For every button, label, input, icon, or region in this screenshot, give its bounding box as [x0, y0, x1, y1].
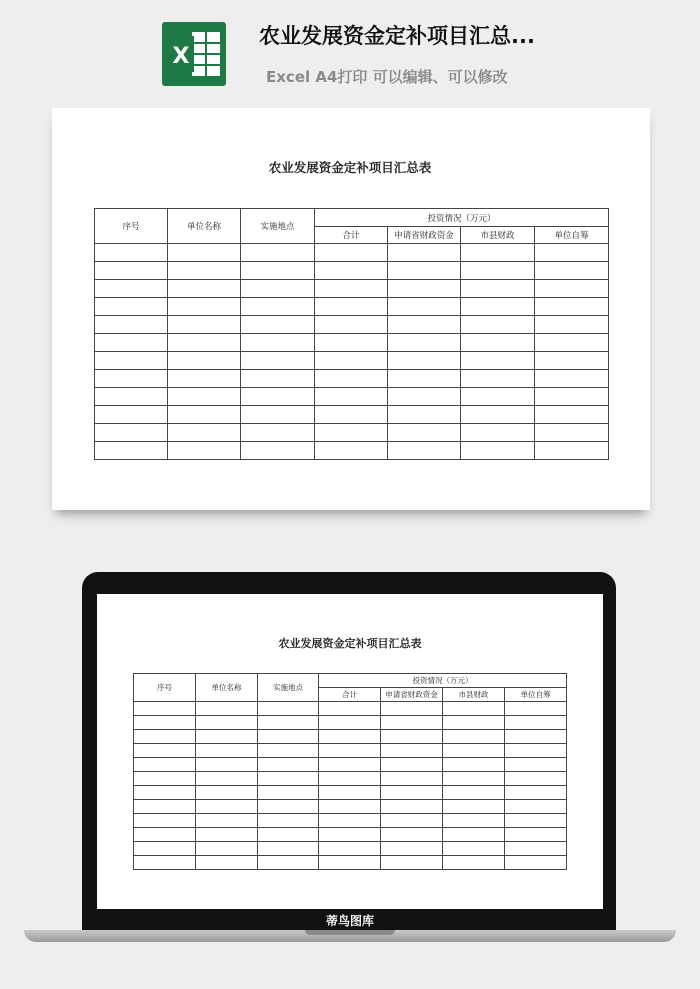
table-cell	[95, 388, 168, 406]
table-cell	[319, 800, 381, 814]
table-cell	[315, 334, 388, 352]
table-cell	[535, 262, 609, 280]
header-location: 实施地点	[241, 209, 315, 244]
header-self-funded: 单位自筹	[535, 227, 609, 244]
table-cell	[505, 744, 567, 758]
header-seq: 序号	[95, 209, 168, 244]
table-cell	[381, 842, 443, 856]
header-city-county-fund: 市县财政	[461, 227, 535, 244]
table-cell	[319, 716, 381, 730]
table-cell	[505, 702, 567, 716]
header-unit-name: 单位名称	[196, 674, 258, 702]
table-cell	[505, 814, 567, 828]
header-total: 合计	[319, 688, 381, 702]
table-cell	[388, 424, 461, 442]
table-cell	[134, 856, 196, 870]
table-cell	[505, 772, 567, 786]
table-cell	[315, 370, 388, 388]
table-cell	[505, 730, 567, 744]
table-row	[134, 772, 567, 786]
table-cell	[196, 842, 258, 856]
table-cell	[535, 370, 609, 388]
table-cell	[134, 842, 196, 856]
table-cell	[168, 424, 241, 442]
table-cell	[168, 316, 241, 334]
table-cell	[381, 772, 443, 786]
table-cell	[241, 388, 315, 406]
table-cell	[381, 758, 443, 772]
table-cell	[381, 702, 443, 716]
table-cell	[535, 316, 609, 334]
header-investment: 投资情况（万元）	[319, 674, 567, 688]
table-cell	[505, 786, 567, 800]
table-cell	[381, 814, 443, 828]
table-cell	[168, 244, 241, 262]
table-row	[95, 262, 609, 280]
header-unit-name: 单位名称	[168, 209, 241, 244]
table-cell	[505, 842, 567, 856]
table-cell	[319, 814, 381, 828]
table-cell	[443, 856, 505, 870]
table-cell	[196, 814, 258, 828]
table-cell	[168, 262, 241, 280]
table-cell	[388, 316, 461, 334]
table-cell	[134, 730, 196, 744]
table-cell	[505, 828, 567, 842]
table-row	[134, 786, 567, 800]
table-cell	[388, 262, 461, 280]
table-cell	[241, 334, 315, 352]
table-cell	[388, 406, 461, 424]
table-cell	[95, 244, 168, 262]
table-cell	[241, 370, 315, 388]
table-cell	[381, 716, 443, 730]
table-cell	[258, 814, 319, 828]
table-cell	[443, 800, 505, 814]
table-cell	[388, 370, 461, 388]
table-cell	[241, 424, 315, 442]
table-cell	[388, 280, 461, 298]
table-cell	[461, 352, 535, 370]
table-cell	[505, 800, 567, 814]
table-cell	[319, 772, 381, 786]
table-cell	[258, 856, 319, 870]
table-cell	[443, 744, 505, 758]
table-row	[95, 280, 609, 298]
table-row	[134, 800, 567, 814]
table-cell	[196, 800, 258, 814]
table-cell	[168, 352, 241, 370]
header-self-funded: 单位自筹	[505, 688, 567, 702]
table-cell	[241, 262, 315, 280]
table-cell	[535, 334, 609, 352]
table-cell	[315, 442, 388, 460]
table-cell	[381, 828, 443, 842]
table-row	[134, 744, 567, 758]
table-cell	[461, 388, 535, 406]
table-cell	[258, 800, 319, 814]
table-cell	[381, 730, 443, 744]
table-cell	[258, 828, 319, 842]
table-cell	[241, 298, 315, 316]
table-row	[134, 716, 567, 730]
table-cell	[241, 406, 315, 424]
table-cell	[388, 388, 461, 406]
table-cell	[461, 280, 535, 298]
table-cell	[535, 298, 609, 316]
table-cell	[196, 828, 258, 842]
table-cell	[319, 828, 381, 842]
table-cell	[168, 370, 241, 388]
table-cell	[95, 262, 168, 280]
table-cell	[134, 758, 196, 772]
table-cell	[241, 280, 315, 298]
table-cell	[461, 262, 535, 280]
table-cell	[535, 244, 609, 262]
table-cell	[196, 772, 258, 786]
table-cell	[134, 772, 196, 786]
table-cell	[258, 744, 319, 758]
table-cell	[388, 298, 461, 316]
table-cell	[505, 856, 567, 870]
table-cell	[443, 716, 505, 730]
table-cell	[168, 442, 241, 460]
table-row	[134, 702, 567, 716]
laptop-notch	[305, 930, 395, 935]
table-cell	[134, 744, 196, 758]
table-cell	[168, 334, 241, 352]
excel-icon	[162, 22, 226, 86]
table-cell	[258, 772, 319, 786]
table-cell	[443, 814, 505, 828]
table-cell	[196, 730, 258, 744]
table-cell	[443, 772, 505, 786]
table-cell	[388, 352, 461, 370]
table-cell	[168, 388, 241, 406]
table-cell	[535, 388, 609, 406]
table-cell	[388, 334, 461, 352]
table-row	[95, 442, 609, 460]
table-cell	[319, 758, 381, 772]
table-cell	[95, 298, 168, 316]
table-cell	[319, 702, 381, 716]
table-cell	[95, 442, 168, 460]
table-cell	[443, 758, 505, 772]
sheet-title: 农业发展资金定补项目汇总表	[268, 160, 432, 175]
table-cell	[134, 716, 196, 730]
table-cell	[461, 316, 535, 334]
summary-table	[94, 208, 609, 460]
table-cell	[461, 424, 535, 442]
table-cell	[315, 316, 388, 334]
table-cell	[134, 814, 196, 828]
table-cell	[505, 716, 567, 730]
table-cell	[258, 842, 319, 856]
table-cell	[461, 244, 535, 262]
table-cell	[241, 352, 315, 370]
table-row	[95, 352, 609, 370]
table-cell	[535, 442, 609, 460]
table-cell	[319, 842, 381, 856]
table-cell	[168, 280, 241, 298]
table-cell	[319, 856, 381, 870]
table-row	[95, 298, 609, 316]
table-cell	[134, 702, 196, 716]
table-cell	[535, 352, 609, 370]
header-total: 合计	[315, 227, 388, 244]
table-cell	[258, 702, 319, 716]
header-investment: 投资情况（万元）	[315, 209, 609, 227]
table-cell	[443, 730, 505, 744]
table-row	[134, 842, 567, 856]
table-cell	[319, 730, 381, 744]
table-cell	[95, 424, 168, 442]
table-cell	[196, 786, 258, 800]
table-cell	[319, 744, 381, 758]
table-cell	[134, 800, 196, 814]
table-cell	[258, 758, 319, 772]
table-row	[134, 758, 567, 772]
table-cell	[196, 856, 258, 870]
header-location: 实施地点	[258, 674, 319, 702]
table-cell	[95, 370, 168, 388]
table-cell	[168, 298, 241, 316]
table-cell	[443, 786, 505, 800]
table-row	[134, 856, 567, 870]
table-cell	[443, 842, 505, 856]
table-cell	[381, 856, 443, 870]
table-cell	[315, 352, 388, 370]
table-cell	[443, 828, 505, 842]
table-cell	[196, 758, 258, 772]
table-cell	[319, 786, 381, 800]
table-cell	[196, 744, 258, 758]
table-cell	[315, 406, 388, 424]
table-cell	[535, 424, 609, 442]
table-row	[95, 388, 609, 406]
header-city-county-fund: 市县财政	[443, 688, 505, 702]
table-cell	[258, 716, 319, 730]
table-cell	[315, 280, 388, 298]
table-cell	[134, 786, 196, 800]
page-subtitle: Excel A4打印 可以编辑、可以修改	[266, 68, 508, 86]
table-cell	[196, 716, 258, 730]
table-row	[95, 406, 609, 424]
table-cell	[461, 406, 535, 424]
table-cell	[241, 244, 315, 262]
table-row	[95, 316, 609, 334]
table-cell	[315, 388, 388, 406]
table-cell	[381, 786, 443, 800]
table-row	[134, 730, 567, 744]
brand-label: 蒂鸟图库	[325, 914, 374, 928]
table-cell	[196, 702, 258, 716]
table-cell	[315, 244, 388, 262]
table-cell	[315, 424, 388, 442]
table-cell	[241, 316, 315, 334]
table-row	[95, 334, 609, 352]
table-cell	[535, 280, 609, 298]
table-cell	[505, 758, 567, 772]
table-cell	[168, 406, 241, 424]
table-cell	[381, 744, 443, 758]
header-provincial-fund: 申请省财政资金	[388, 227, 461, 244]
table-cell	[95, 316, 168, 334]
table-cell	[95, 334, 168, 352]
table-row	[95, 424, 609, 442]
table-cell	[461, 298, 535, 316]
table-cell	[388, 442, 461, 460]
table-cell	[258, 786, 319, 800]
table-cell	[95, 352, 168, 370]
table-cell	[461, 370, 535, 388]
table-cell	[95, 406, 168, 424]
table-row	[95, 244, 609, 262]
laptop-sheet-title: 农业发展资金定补项目汇总表	[278, 637, 422, 650]
table-cell	[315, 298, 388, 316]
table-cell	[95, 280, 168, 298]
table-cell	[258, 730, 319, 744]
page-title: 农业发展资金定补项目汇总...	[259, 24, 535, 48]
excel-icon-letter: X	[172, 44, 190, 69]
table-cell	[461, 442, 535, 460]
table-cell	[443, 702, 505, 716]
table-row	[95, 370, 609, 388]
table-cell	[535, 406, 609, 424]
table-cell	[461, 334, 535, 352]
table-cell	[381, 800, 443, 814]
laptop-summary-table	[133, 673, 567, 870]
header-provincial-fund: 申请省财政资金	[381, 688, 443, 702]
table-cell	[241, 442, 315, 460]
table-cell	[388, 244, 461, 262]
table-cell	[315, 262, 388, 280]
table-row	[134, 828, 567, 842]
table-row	[134, 814, 567, 828]
table-cell	[134, 828, 196, 842]
header-seq: 序号	[134, 674, 196, 702]
